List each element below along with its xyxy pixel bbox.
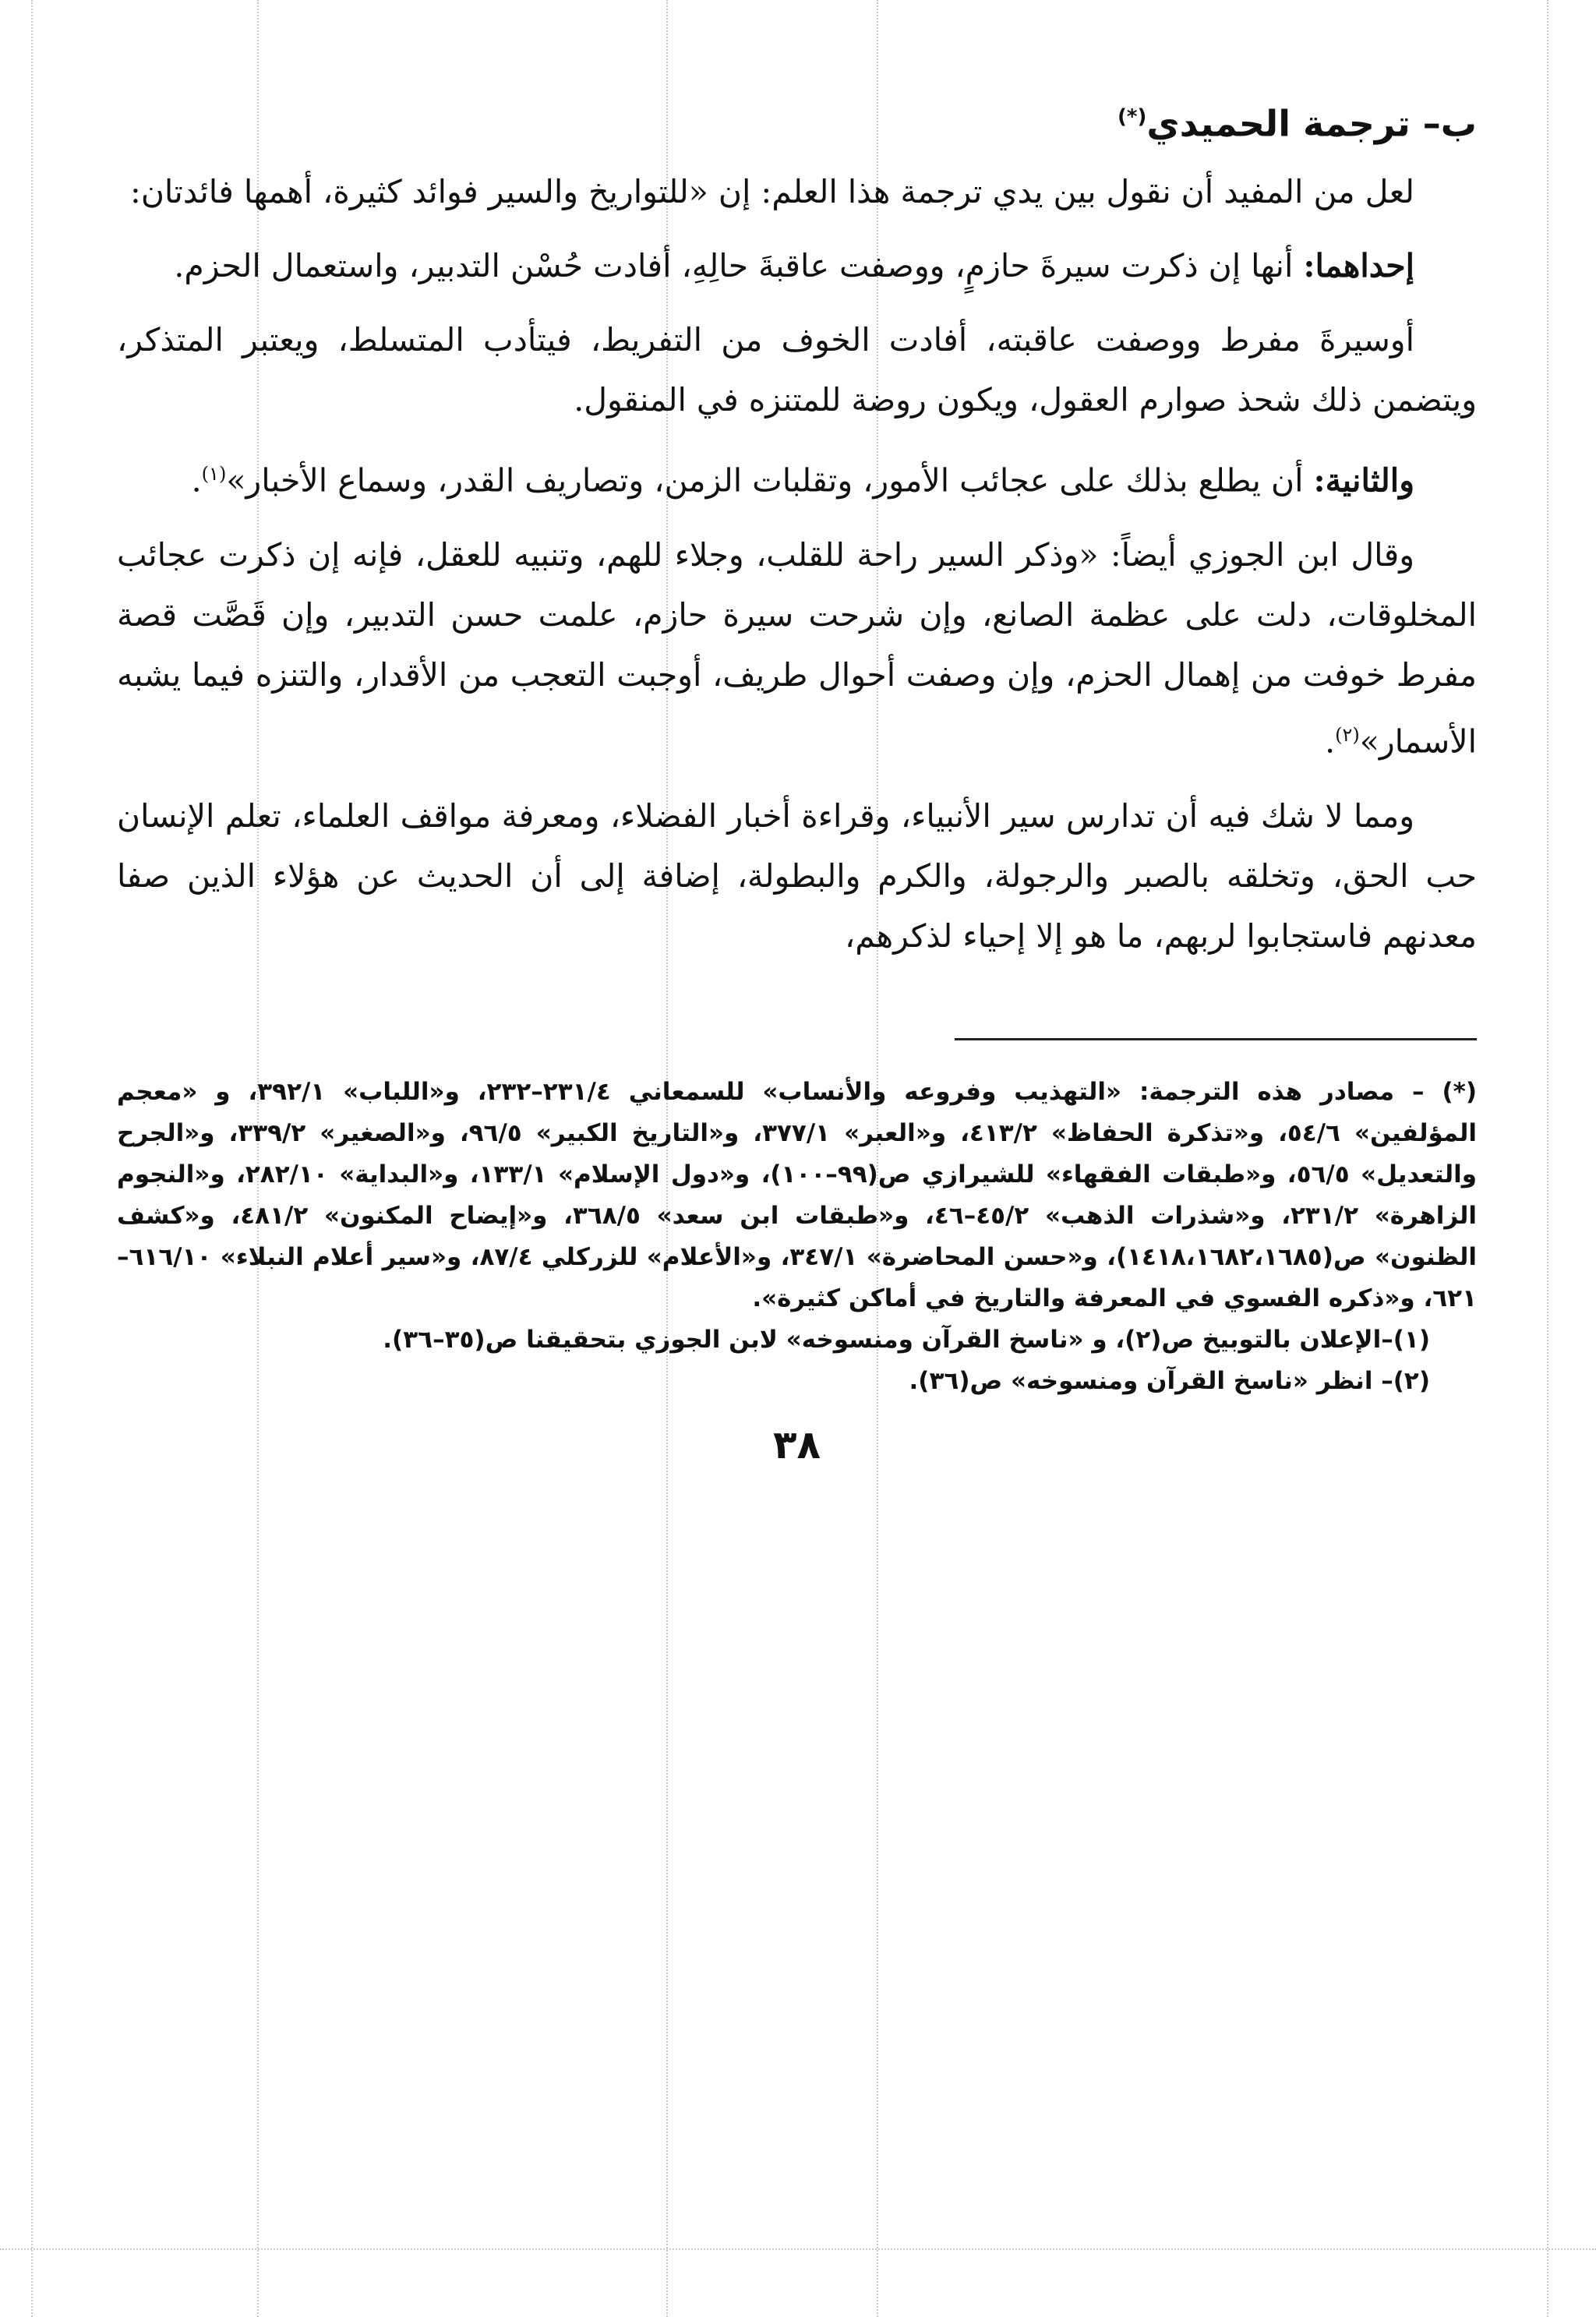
third-text: أن يطلع بذلك على عجائب الأمور، وتقلبات الزمن، وتصاريف القدر، وسماع الأخبار»	[226, 461, 1314, 500]
page-number: ٣٨	[772, 1422, 821, 1468]
paragraph-intro: لعل من المفيد أن نقول بين يدي ترجمة هذا العلم: إن «للتواريخ والسير فوائد كثيرة، أهمها فائدتان:	[130, 173, 1414, 211]
paragraph-third: والثانية: أن يطلع بذلك على عجائب الأمور، وتقلبات الزمن، وتصاريف القدر، وسماع الأخبار»$^{(١)}$.	[191, 461, 1414, 500]
first-label: إحداهما:	[1303, 247, 1414, 285]
document-page	[117, 86, 1477, 2268]
footnote-1: (١)–الإعلان بالتوبيخ ص(٢)، و «ناسخ القرآن ومنسوخه» لابن الجوزي بتحقيقنا ص(٣٥–٣٦).	[383, 1325, 1430, 1354]
footnote-star: (*) – مصادر هذه الترجمة: «التهذيب وفروعه والأنساب» للسمعاني ٢٣١/٤–٢٣٢، و«اللباب» ٣٩٢/١، و «معجم المؤلفين» ٥٤/٦، و«تذكرة الحفاظ» ٤١٣/٢، و«العبر» ٣٧٧/١، و«التاريخ الكبير» ٩٦/٥، و«الصغير» ٣٣٩/٢، و«الجرح والتعديل» ٥٦/٥، و«طبقات الفقهاء» للشيرازي ص(٩٩–١٠٠)، و«دول الإسلام» ١٣٣/١، و«البداية» ٢٨٢/١٠، و«النجوم الزاهرة» ٢٣١/٢، و«شذرات الذهب» ٤٥/٢–٤٦، و«طبقات ابن سعد» ٣٦٨/٥، و«إيضاح المكنون» ٤٨١/٢، و«كشف الظنون» ص(١٤١٨،١٦٨٢،١٦٨٥)، و«حسن المحاضرة» ٣٤٧/١، و«الأعلام» للزركلي ٨٧/٤، و«سير أعلام النبلاء» ٦١٦/١٠–٦٢١، و«ذكره الفسوي في المعرفة والتاريخ في أماكن كثيرة».	[117, 1077, 1478, 1312]
third-label: والثانية:	[1313, 461, 1414, 500]
footnote-ref-2: (٢)	[1335, 723, 1360, 746]
paragraph-fifth: ومما لا شك فيه أن تدارس سير الأنبياء، وقراءة أخبار الفضلاء، ومعرفة مواقف العلماء، تعلم الإنسان حب الحق، وتخلقه بالصبر والرجولة، والكرم والبطولة، إضافة إلى أن الحديث عن هؤلاء الذين صفا معدنهم فاستجابوا لربهم، ما هو إلا إحياء لذكرهم،	[117, 796, 1478, 955]
footnote-2: (٢)– انظر «ناسخ القرآن ومنسوخه» ص(٣٦).	[909, 1366, 1430, 1395]
footnote-separator	[955, 1038, 1477, 1040]
heading-title: ب– ترجمة الحميدي	[1146, 102, 1477, 145]
scan-guide-line	[31, 0, 33, 2317]
section-heading	[117, 86, 1477, 154]
scan-guide-line	[1547, 0, 1548, 2317]
fourth-text: وقال ابن الجوزي أيضاً: «وذكر السير راحة للقلب، وجلاء للهم، وتنبيه للعقل، فإنه إن ذكرت عجائب المخلوقات، دلت على عظمة الصانع، وإن شرحت سيرة حازم، علمت حسن التدبير، وإن قَصَّت قصة مفرط خوفت من إهمال الحزم، وإن وصفت أحوال طريف، أوجبت التعجب من الأقدار، والتنزه فيما يشبه الأسمار»	[117, 535, 1477, 761]
footnote-ref-1: (١)	[201, 463, 227, 486]
heading-footnote-marker: (*)	[1118, 105, 1147, 129]
paragraph-fourth: وقال ابن الجوزي أيضاً: «وذكر السير راحة للقلب، وجلاء للهم، وتنبيه للعقل، فإنه إن ذكرت عجائب المخلوقات، دلت على عظمة الصانع، وإن شرحت سيرة حازم، علمت حسن التدبير، وإن قَصَّت قصة مفرط خوفت من إهمال الحزم، وإن وصفت أحوال طريف، أوجبت التعجب من الأقدار، والتنزه فيما يشبه الأسمار»$^{(٢)}$.	[117, 535, 1477, 761]
first-text: أنها إن ذكرت سيرةَ حازمٍ، ووصفت عاقبةَ حالِهِ، أفادت حُسْن التدبير، واستعمال الحزم.	[174, 247, 1304, 285]
paragraph-second: أوسيرةَ مفرط ووصفت عاقبته، أفادت الخوف من التفريط، فيتأدب المتسلط، ويعتبر المتذكر، ويتضمن ذلك شحذ صوارم العقول، ويكون روضة للمتنزه في المنقول.	[117, 321, 1477, 419]
paragraph-first	[117, 236, 1477, 296]
